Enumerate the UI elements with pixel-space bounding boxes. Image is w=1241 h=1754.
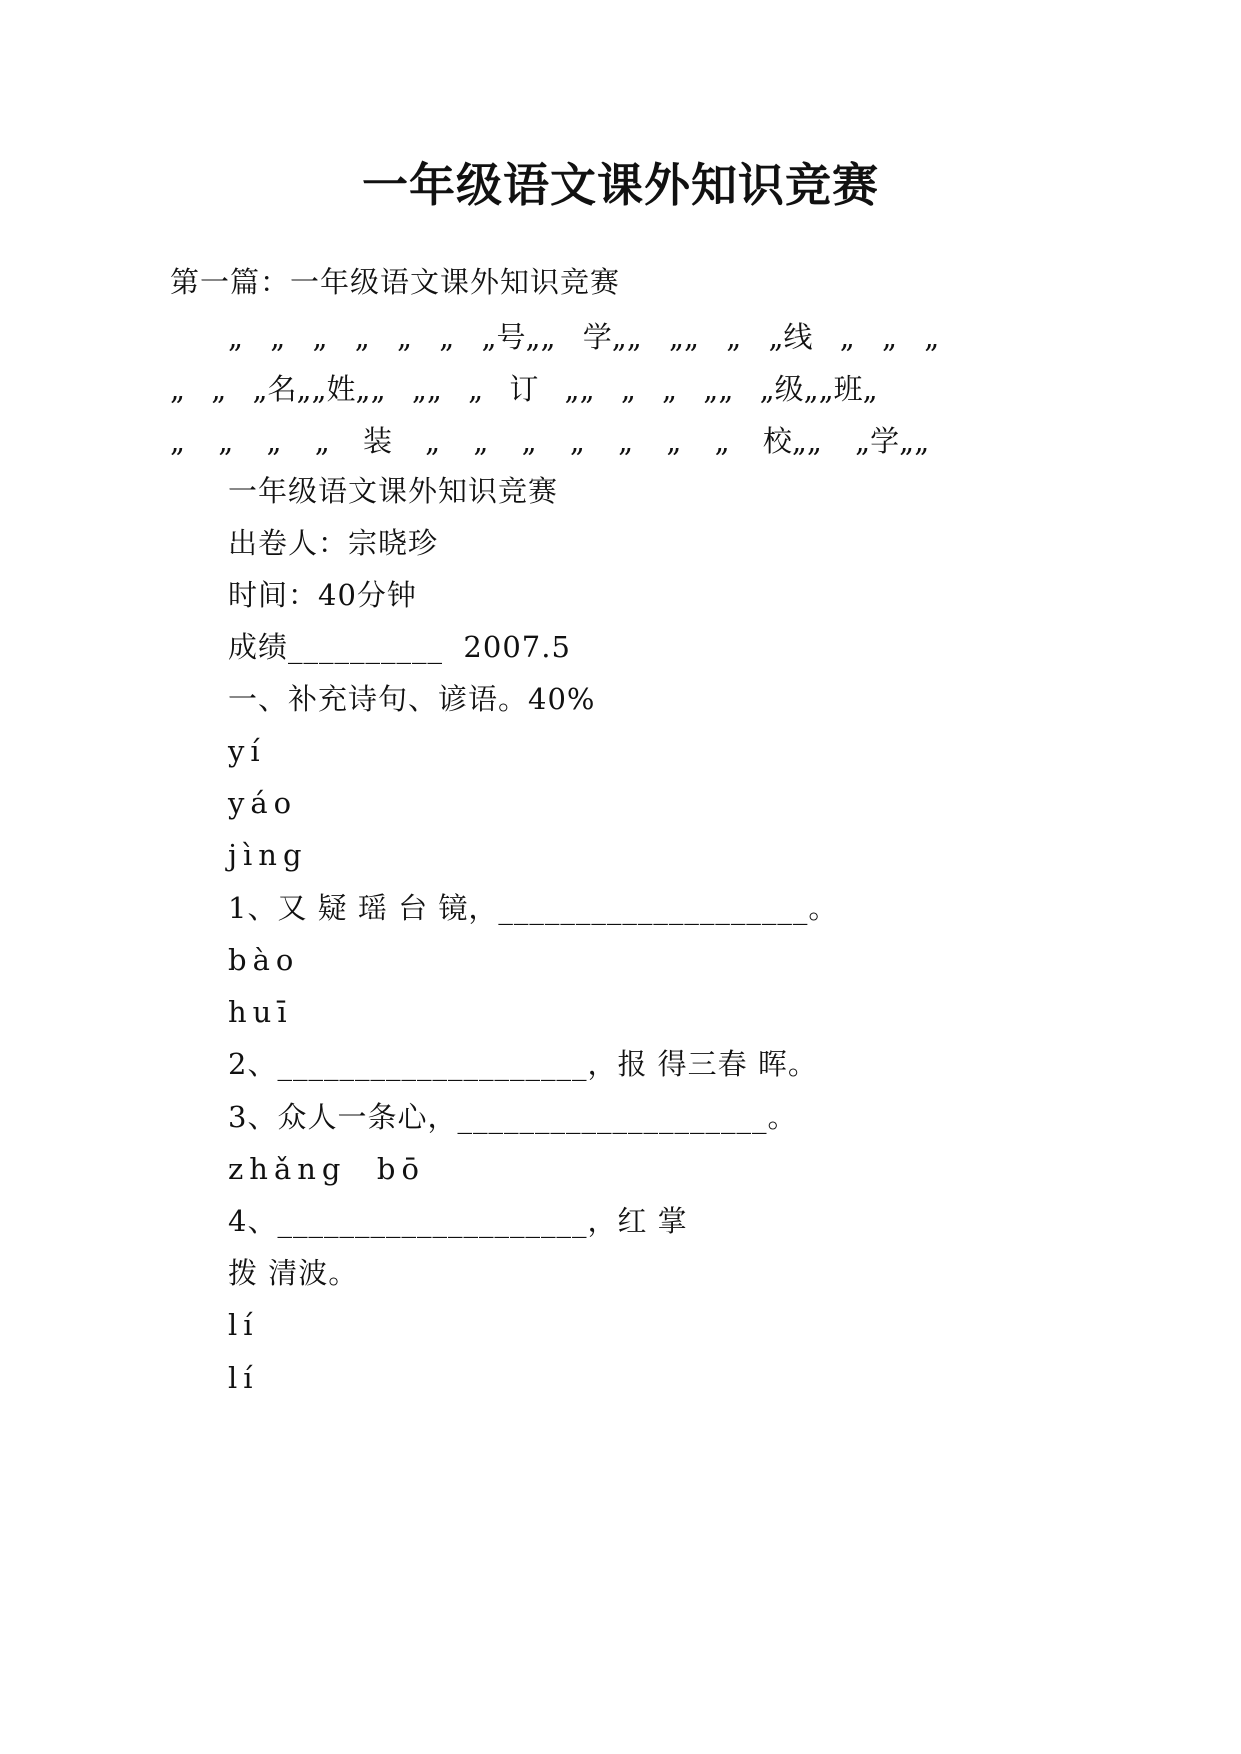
section-heading: 第一篇：一年级语文课外知识竞赛 bbox=[170, 265, 621, 299]
score-line: 成绩__________ 2007.5 bbox=[228, 630, 571, 664]
pinyin-line: jìng bbox=[228, 838, 308, 872]
question-1: 1、又 疑 瑶 台 镜，____________________。 bbox=[228, 891, 839, 925]
pinyin-line: lí bbox=[228, 1361, 259, 1395]
binding-line-2: „ „ „名„„姓„„ „„ „ 订 „„ „ „ „„ „级„„班„ bbox=[170, 372, 878, 406]
pinyin-line: zhǎng bō bbox=[228, 1152, 425, 1186]
question-4-continued: 拨 清波。 bbox=[228, 1256, 359, 1290]
question-3: 3、众人一条心，____________________。 bbox=[228, 1100, 798, 1134]
binding-line-3: „ „ „ „ 装 „ „ „ „ „ „ „ 校„„ „学„„ bbox=[170, 424, 930, 458]
section-one-heading: 一、补充诗句、谚语。40% bbox=[228, 682, 596, 716]
pinyin-line: yáo bbox=[228, 786, 298, 820]
question-2: 2、____________________，报 得三春 晖。 bbox=[228, 1047, 818, 1081]
pinyin-line: yí bbox=[228, 734, 266, 768]
pinyin-line: bào bbox=[228, 943, 300, 977]
pinyin-line: lí bbox=[228, 1308, 259, 1342]
author-line: 出卷人：宗晓珍 bbox=[228, 526, 439, 560]
time-line: 时间：40分钟 bbox=[228, 578, 417, 612]
pinyin-line: huī bbox=[228, 995, 293, 1029]
binding-line-1: „ „ „ „ „ „ „号„„ 学„„ „„ „ „线 „ „ „ bbox=[228, 320, 940, 354]
exam-title: 一年级语文课外知识竞赛 bbox=[228, 474, 559, 508]
page-title: 一年级语文课外知识竞赛 bbox=[362, 158, 879, 212]
question-4: 4、____________________，红 掌 bbox=[228, 1204, 688, 1238]
